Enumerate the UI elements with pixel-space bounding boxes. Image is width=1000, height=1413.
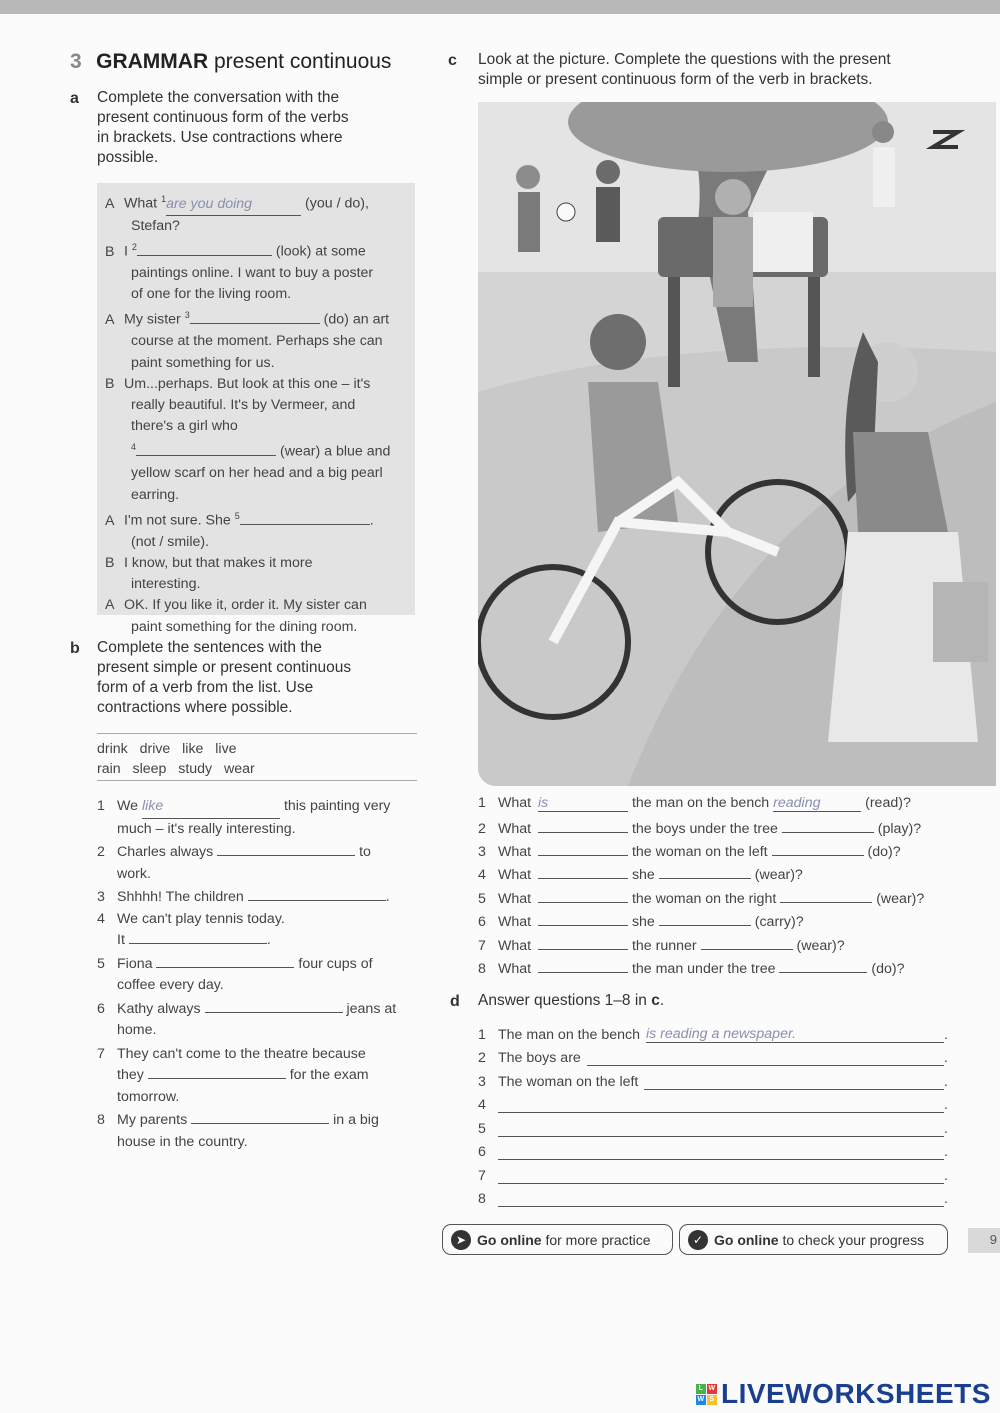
dialogue-line-1 [105,189,410,216]
dialogue-line: paint something for us. [131,354,275,371]
dialogue-line-5 [105,506,410,532]
b-answer-2[interactable] [217,842,355,856]
item-number: 3 [478,1073,486,1090]
item-text: in a big [333,1112,379,1128]
question-word: What [498,961,532,977]
part-d-answers [478,1019,948,1207]
item-text: We can't play tennis today. [117,910,285,927]
answer-prefix: The boys are [498,1050,581,1066]
gap-number: 5 [234,510,240,521]
b-item-4-cont [97,930,417,952]
b-item-6 [97,999,417,1021]
section-number: 3 [70,50,82,73]
d-answer-row-1: 1 The man on the bench is reading a newspaper. . [478,1025,948,1043]
item-number: 5 [478,1120,486,1137]
man-on-bench [715,179,751,215]
dialogue-line: of one for the living room. [131,286,292,303]
question-text: she [631,914,655,930]
question-word: What [498,844,532,860]
d-answer-row-8: 8 . [478,1191,948,1207]
question-text: the woman on the left [631,844,768,860]
button-bold-text: Go online [477,1231,542,1248]
c-question-4 [478,865,803,885]
gap-number: 1 [161,194,167,204]
part-a-letter: a [70,90,79,107]
item-text: . [266,932,271,948]
item-text: They can't come to the theatre because [117,1045,366,1062]
item-number: 8 [478,961,486,977]
c-answer-7a[interactable] [538,936,628,950]
item-text: jeans at [346,1000,397,1017]
d-answer-2[interactable] [587,1052,944,1066]
item-text: Kathy always [117,1000,201,1017]
c-question-2 [478,819,921,839]
part-a-instruction [97,88,417,168]
logo-grid-icon: L W W S [697,1384,716,1403]
c-answer-4b[interactable] [659,865,751,879]
item-text: Shhhh! The children [117,889,244,905]
item-number: 7 [478,1167,486,1184]
line-text: (do) an art [323,312,390,329]
c-answer-3a[interactable] [538,842,628,856]
d-answer-4[interactable] [498,1099,944,1113]
item-text: for the exam [289,1067,369,1083]
c-answer-8b[interactable] [779,959,867,973]
part-c-letter: c [448,52,457,69]
word-list-line: rain sleep study wear [97,761,255,777]
c-question-8 [478,959,905,979]
item-number: 3 [478,844,486,860]
part-d-letter: d [450,993,460,1010]
speaker: A [105,312,115,329]
b-answer-4[interactable] [129,930,267,944]
b-item-7 [97,1044,417,1066]
part-b-instruction [97,638,417,718]
item-text: coffee every day. [117,977,224,993]
item-text: . [385,889,390,905]
line-text: (wear) a blue and [279,444,391,461]
question-text: the man on the bench [631,795,770,811]
go-online-progress-button[interactable] [679,1224,948,1255]
line-text: (look) at some [275,243,366,260]
button-bold-text: Go online [714,1231,779,1248]
d-answer-row-7: 7 . [478,1167,948,1184]
c-answer-1b[interactable]: reading [773,795,861,812]
top-scan-bar [0,0,1000,14]
instruction-text: Answer questions 1–8 in [478,992,647,1009]
item-text: We [117,798,139,814]
answer-prefix: The man on the bench [498,1026,640,1043]
dialogue-line: interesting. [131,576,201,593]
boy-2 [596,160,620,184]
question-word: What [498,867,532,883]
d-answer-1[interactable]: is reading a newspaper. [646,1026,944,1043]
b-answer-1[interactable]: like [142,796,280,819]
item-text: Fiona [117,955,153,972]
line-text: I'm not sure. She [124,512,231,529]
dialogue-line: Stefan? [131,217,180,234]
item-text: tomorrow. [117,1088,180,1105]
d-answer-row-4: 4 . [478,1097,948,1113]
b-item-2 [97,842,417,864]
cursor-icon: ➤ [451,1230,471,1250]
answer-gap-1[interactable]: are you doing [166,194,301,216]
item-number: 4 [478,1097,486,1113]
b-item-1 [97,796,417,819]
item-text: work. [117,865,151,882]
instruction-line: Complete the sentences with the [97,639,322,656]
go-online-practice-button[interactable] [442,1224,673,1255]
item-number: 7 [478,938,486,954]
part-c-instruction [478,50,978,90]
verb-prompt: (wear)? [796,938,845,954]
instruction-line: possible. [97,149,159,166]
line-text: What [124,195,158,212]
item-number: 8 [478,1191,486,1207]
instruction-line: contractions where possible. [97,699,293,716]
cyclist-head [590,314,646,370]
item-number: 3 [97,889,105,905]
answer-gap-4[interactable] [136,442,276,456]
answer-gap-5[interactable] [240,511,370,525]
verb-prompt: (do)? [871,961,905,977]
line-text: I know, but that makes it more [124,554,313,571]
item-text: It [117,932,125,948]
dialogue-line: (not / smile). [131,533,210,550]
instruction-line: Complete the conversation with the [97,89,340,106]
dialogue-line: yellow scarf on her head and a big pearl [131,465,383,482]
c-answer-8a[interactable] [538,959,628,973]
item-text: this painting very [283,798,391,814]
item-number: 6 [97,1000,105,1017]
gap-number: 2 [131,242,137,253]
answer-gap-3[interactable] [190,310,320,324]
c-question-6 [478,912,804,932]
c-answer-1a[interactable]: is [538,795,628,812]
speaker: A [105,597,115,614]
dialogue-line: paintings online. I want to buy a poster [131,265,374,282]
c-question-7 [478,936,845,956]
b-answer-8[interactable] [191,1110,329,1124]
question-text: the woman on the right [631,891,777,907]
question-word: What [498,795,532,811]
item-number: 6 [478,1144,486,1160]
instruction-line: in brackets. Use contractions where [97,129,343,146]
shopping-bag [933,582,988,662]
instruction-line: simple or present continuous form of the verb in brackets. [478,71,873,88]
dialogue-line: paint something for the dining room. [131,618,358,635]
c-question-5 [478,889,924,909]
d-answer-3[interactable] [644,1076,944,1090]
question-word: What [498,891,532,907]
item-number: 1 [478,795,486,811]
dialogue-line-3 [105,305,410,331]
item-text: to [359,844,371,860]
b-answer-7[interactable] [148,1065,286,1079]
speaker: B [105,375,115,392]
dialogue-line-4 [105,374,410,395]
speaker: A [105,195,115,212]
park-scene-svg [478,102,996,786]
dialogue-line: there's a girl who [131,418,238,435]
item-text: Charles always [117,844,214,860]
d-answer-row-6: 6 . [478,1144,948,1160]
answer-prefix: The woman on the left [498,1073,639,1090]
dialogue-line-2 [105,237,410,263]
part-b-letter: b [70,640,80,657]
b-item-7-cont [97,1065,417,1087]
item-number: 7 [97,1045,105,1062]
question-word: What [498,821,532,837]
dialogue-line-gap4 [105,437,410,463]
answer-gap-2[interactable] [137,242,272,256]
section-title-bold: GRAMMAR [96,50,209,73]
gap-number: 3 [184,310,190,321]
verb-prompt: (read)? [865,795,911,811]
instruction-text: . [659,992,665,1009]
c-answer-2a[interactable] [538,819,628,833]
dialogue-line: really beautiful. It's by Vermeer, and [131,397,356,414]
question-text: the runner [631,938,697,954]
item-text: they [117,1067,144,1083]
d-answer-row-2: 2 The boys are . [478,1050,948,1066]
dialogue-line-6 [105,553,410,574]
verb-prompt: (do)? [867,844,901,860]
c-answer-5a[interactable] [538,889,628,903]
speaker: B [105,554,115,571]
line-text: . [369,512,374,529]
b-item-8 [97,1110,417,1132]
b-item-5 [97,954,417,976]
football [557,203,575,221]
c-answer-5b[interactable] [780,889,872,903]
c-answer-4a[interactable] [538,865,628,879]
word-list-box [97,733,417,781]
item-number: 5 [478,891,486,907]
c-question-1 [478,795,911,815]
item-text: house in the country. [117,1133,248,1150]
question-word: What [498,938,532,954]
verb-prompt: (play)? [877,821,922,837]
instruction-bold: c [651,992,660,1009]
item-text: My parents [117,1112,188,1128]
item-number: 2 [97,844,105,860]
newspaper [753,212,813,272]
instruction-line: present continuous form of the verbs [97,109,349,126]
d-answer-8[interactable] [498,1193,944,1207]
d-answer-5[interactable] [498,1123,944,1137]
question-text: she [631,867,655,883]
d-answer-6[interactable] [498,1146,944,1160]
item-number: 4 [478,867,486,883]
park-illustration [478,102,996,786]
item-text: four cups of [298,955,373,972]
instruction-line: present simple or present continuous [97,659,352,676]
button-text: for more practice [545,1231,651,1248]
boy-1 [516,165,540,189]
item-number: 5 [97,955,105,972]
d-answer-row-5: 5 . [478,1120,948,1137]
checkmark-icon: ✓ [688,1230,708,1250]
speaker: A [105,512,115,529]
item-number: 6 [478,914,486,930]
line-text: OK. If you like it, order it. My sister can [124,597,367,614]
question-text: the boys under the tree [631,821,778,837]
dialogue-line: course at the moment. Perhaps she can [131,333,383,350]
c-answer-6a[interactable] [538,912,628,926]
item-text: much – it's really interesting. [117,820,296,837]
c-answer-7b[interactable] [701,936,793,950]
word-list-line: drink drive like live [97,741,237,757]
dialogue-box [97,183,415,635]
c-answer-2b[interactable] [782,819,874,833]
logo-text: LIVEWORKSHEETS [721,1378,991,1409]
line-text: My sister [124,312,181,329]
gap-number: 4 [131,442,137,453]
item-number: 1 [478,1026,486,1043]
verb-prompt: (wear)? [754,867,803,883]
c-answer-3b[interactable] [772,842,864,856]
line-text: I [124,243,128,260]
part-b-items [97,796,417,1153]
part-d-instruction [478,991,664,1011]
dialogue-line-7 [105,595,410,616]
runner [872,121,894,143]
item-number: 4 [97,910,105,927]
line-text: Um...perhaps. But look at this one – it's [124,375,371,392]
dialogue-line: earring. [131,486,180,503]
b-item-4 [97,909,417,931]
liveworksheets-logo[interactable] [696,1378,991,1410]
section-heading [70,50,391,74]
item-number: 1 [97,798,105,814]
d-answer-row-3: 3 The woman on the left . [478,1073,948,1090]
b-answer-3[interactable] [248,887,386,901]
page-number: 9 [968,1228,1000,1253]
c-question-3 [478,842,901,862]
question-word: What [498,914,532,930]
item-number: 8 [97,1112,105,1128]
instruction-line: Look at the picture. Complete the questions with the present [478,51,891,68]
b-answer-6[interactable] [205,999,343,1013]
line-text: (you / do), [305,195,369,212]
item-number: 2 [478,1050,486,1066]
item-text: home. [117,1022,157,1038]
verb-prompt: (wear)? [876,891,925,907]
speaker: B [105,243,115,260]
question-text: the man under the tree [631,961,776,977]
verb-prompt: (carry)? [754,914,804,930]
section-title-rest: present continuous [213,50,392,73]
b-answer-5[interactable] [156,954,294,968]
b-item-3 [97,887,417,909]
c-answer-6b[interactable] [659,912,751,926]
item-number: 2 [478,821,486,837]
d-answer-7[interactable] [498,1170,944,1184]
instruction-line: form of a verb from the list. Use [97,679,314,696]
button-text: to check your progress [782,1231,925,1248]
